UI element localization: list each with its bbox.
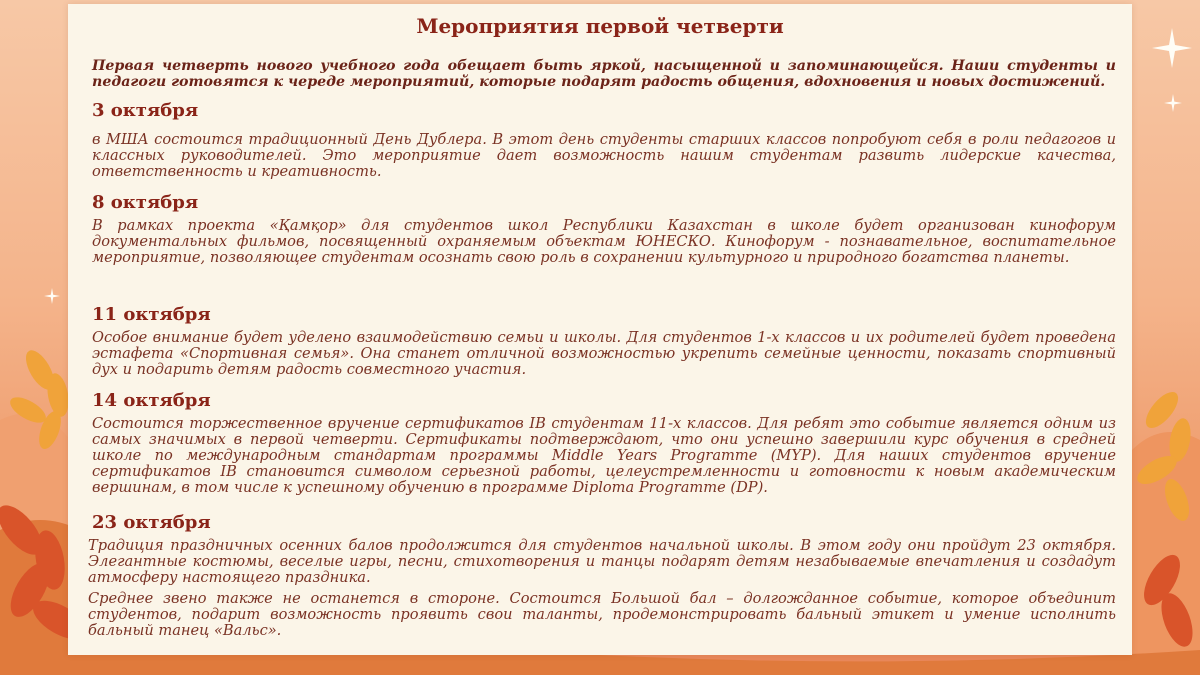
event-date: 3 октября: [92, 100, 199, 121]
event-description: Традиция праздничных осенних балов продолжится для студентов начальной школы. В этом году они пройдут 23 октября. Элегантные костюмы, веселые игры, песни, стихотворения и танцы подарят детям незабываемые впечатления и создадут атмосферу настоящего праздника.: [88, 537, 1116, 586]
event-date: 23 октября: [92, 512, 211, 533]
event-date: 14 октября: [92, 390, 211, 411]
event-description: Особое внимание будет уделено взаимодействию семьи и школы. Для студентов 1-х классов и их родителей будет проведена эстафета «Спортивная семья». Она станет отличной возможностью укрепить семейные ценности, показать спортивный дух и подарить детям радость совместного участия.: [92, 329, 1116, 378]
page-title: Мероприятия первой четверти: [416, 14, 784, 38]
event-description: в МША состоится традиционный День Дублера. В этот день студенты старших классов попробуют себя в роли педагогов и классных руководителей. Это мероприятие дает возможность нашим студентам развить лидерские качества, ответственность и креативность.: [92, 131, 1116, 180]
intro-paragraph: Первая четверть нового учебного года обещает быть яркой, насыщенной и запоминающейся. Наши студенты и педагоги готовятся к череде мероприятий, которые подарят радость общения, вдохновения и новых достижений.: [92, 58, 1116, 90]
sparkle-icon: [1152, 28, 1192, 68]
event-description-secondary: Среднее звено также не останется в стороне. Состоится Большой бал – долгожданное событие, которое объединит студентов, подарит возможность проявить свои таланты, продемонстрировать бальный этикет и умение исполнить бальный танец «Вальс».: [88, 590, 1116, 639]
event-date: 11 октября: [92, 304, 211, 325]
event-description: Состоится торжественное вручение сертификатов IB студентам 11-х классов. Для ребят это событие является одним из самых значимых в первой четверти. Сертификаты подтверждают, что они успешно завершили курс обучения в средней школе по международным стандартам программы Middle Years Programme (MYP). Для наших студентов вручение сертификатов IB становится символом серьезной работы, целеустремленности и готовности к новым академическим вершинам, в том числе к успешному обучению в программе Diploma Programme (DP).: [92, 415, 1116, 496]
content-card: [68, 4, 1132, 655]
event-date: 8 октября: [92, 192, 199, 213]
sparkle-icon: [1164, 94, 1182, 112]
right-leaves-illustration: [1132, 300, 1200, 675]
event-description: В рамках проекта «Қамқор» для студентов школ Республики Казахстан в школе будет организован кинофорум документальных фильмов, посвященный охраняемым объектам ЮНЕСКО. Кинофорум - познавательное, воспитательное мероприятие, позволяющее студентам осознать свою роль в сохранении культурного и природного богатства планеты.: [92, 217, 1116, 266]
